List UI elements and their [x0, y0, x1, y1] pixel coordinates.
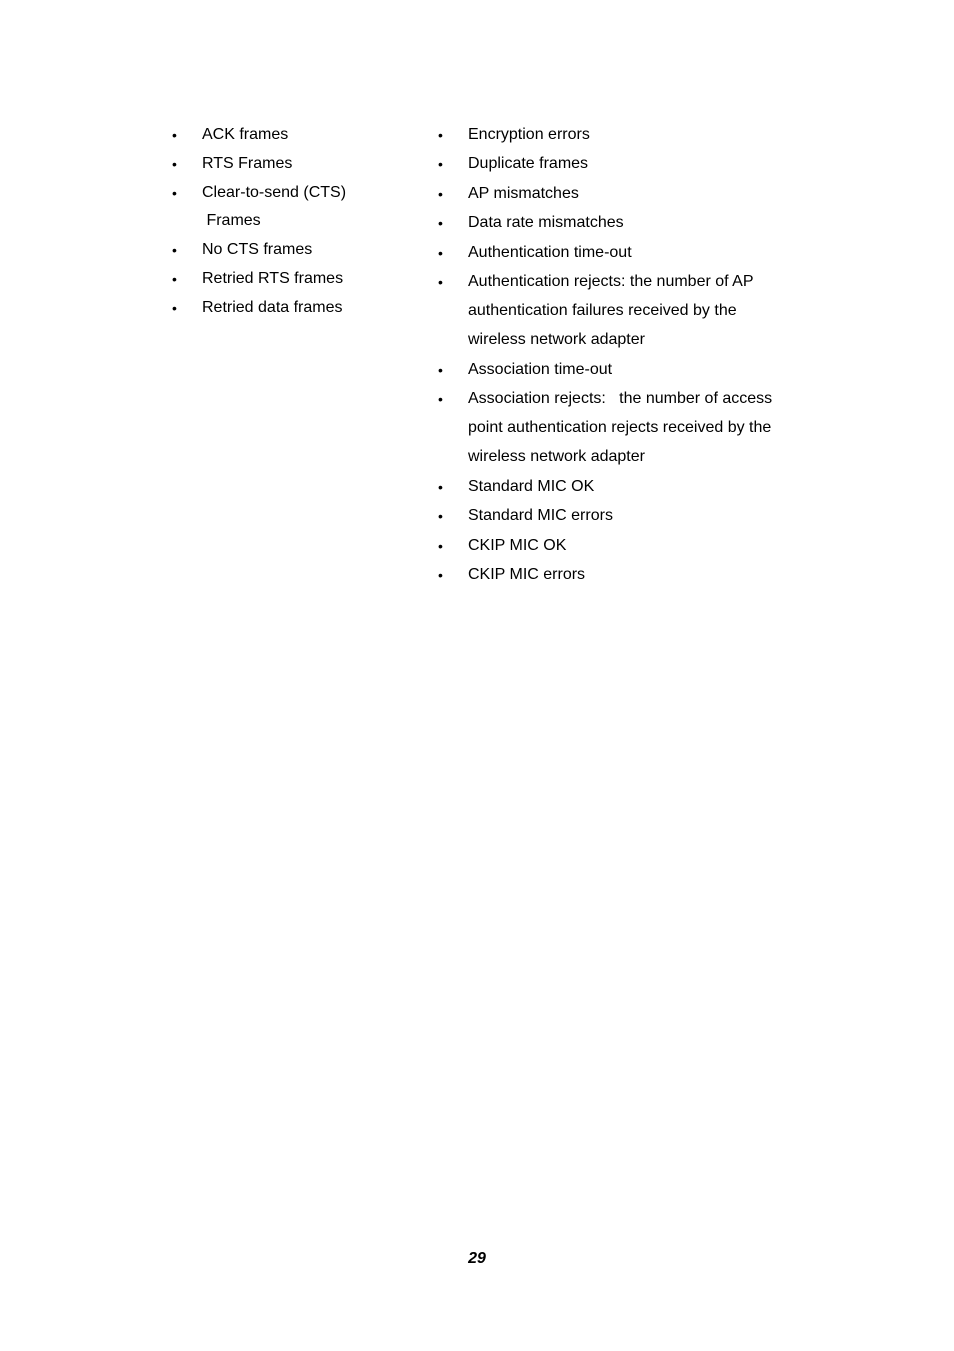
- bullet-icon: •: [438, 156, 443, 173]
- list-item-text: Standard MIC errors: [468, 507, 613, 525]
- list-item-text: ACK frames: [202, 126, 289, 143]
- list-item: [172, 236, 412, 265]
- bullet-icon: •: [172, 127, 177, 143]
- list-item-text: CKIP MIC OK: [468, 536, 567, 554]
- bullet-icon: •: [438, 566, 443, 583]
- bullet-icon: •: [172, 299, 177, 316]
- list-item-text: Standard MIC OK: [468, 477, 595, 495]
- list-item: [438, 180, 783, 209]
- list-item-text: Authentication time-out: [468, 243, 632, 261]
- list-item: [172, 150, 412, 179]
- list-item-text: AP mismatches: [468, 184, 579, 202]
- bullet-icon: •: [438, 508, 443, 525]
- list-item-text: Association rejects: the number of access point authentication rejects received by the wireless network adapter: [468, 390, 773, 465]
- page-number: 29: [468, 1250, 486, 1267]
- bullet-icon: •: [438, 185, 443, 202]
- list-item: [172, 121, 412, 150]
- list-item: [438, 502, 783, 531]
- list-item: [438, 150, 783, 179]
- list-item: [172, 294, 412, 323]
- list-item-text: Data rate mismatches: [468, 214, 624, 232]
- right-bullet-list: [438, 121, 783, 590]
- bullet-icon: •: [438, 215, 443, 232]
- list-item-text: RTS Frames: [202, 154, 293, 172]
- list-item-text: Clear-to-send (CTS) Frames: [202, 183, 347, 230]
- list-item: [172, 179, 412, 237]
- list-item: [438, 473, 783, 502]
- list-item: [438, 561, 783, 590]
- bullet-icon: •: [438, 391, 443, 408]
- bullet-icon: •: [438, 478, 443, 495]
- list-item: [438, 121, 783, 150]
- list-item: [438, 532, 783, 561]
- bullet-icon: •: [438, 244, 443, 261]
- bullet-icon: •: [172, 155, 177, 172]
- list-item: [438, 268, 783, 354]
- list-item-text: Retried data frames: [202, 298, 343, 316]
- bullet-icon: •: [438, 273, 443, 290]
- bullet-icon: •: [438, 361, 443, 378]
- bullet-icon: •: [438, 127, 443, 143]
- list-item: [438, 239, 783, 268]
- list-item: [438, 356, 783, 385]
- list-item: [172, 265, 412, 294]
- list-item-text: No CTS frames: [202, 241, 313, 259]
- list-item-text: CKIP MIC errors: [468, 565, 586, 583]
- list-item-text: Association time-out: [468, 360, 613, 378]
- list-item-text: Retried RTS frames: [202, 269, 344, 287]
- left-bullet-list: [172, 121, 412, 323]
- list-item: [438, 209, 783, 238]
- list-item-text: Duplicate frames: [468, 155, 589, 173]
- bullet-icon: •: [438, 537, 443, 554]
- list-item-text: Encryption errors: [468, 126, 590, 143]
- bullet-icon: •: [172, 184, 177, 201]
- bullet-icon: •: [172, 242, 177, 259]
- list-item: [438, 385, 783, 471]
- list-item-text: Authentication rejects: the number of AP authentication failures received by the wireless network adapter: [468, 272, 754, 348]
- bullet-icon: •: [172, 270, 177, 287]
